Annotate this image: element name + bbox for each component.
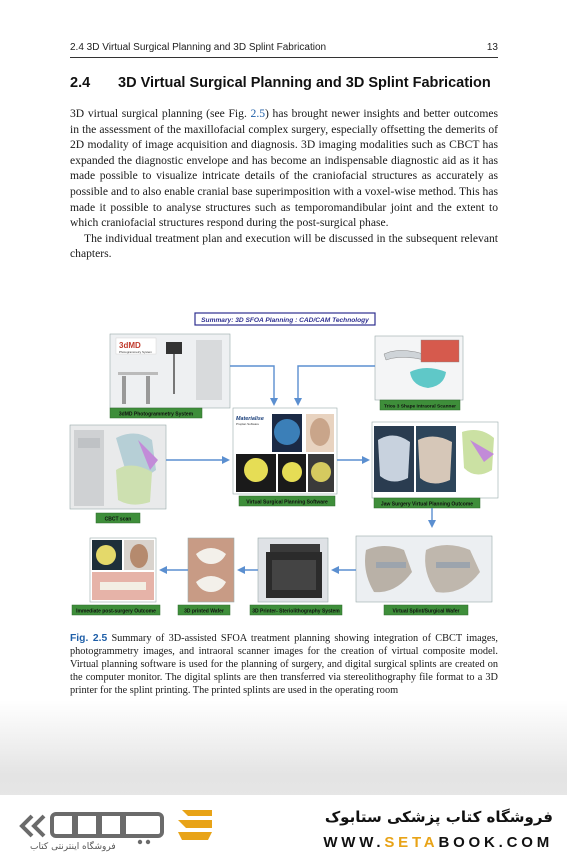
section-number: 2.4	[70, 75, 91, 91]
paragraph-1: 3D virtual surgical planning (see Fig. 2.5) has brought newer insights and better outcomes in the assessment of the maxillofacial complex surgery, especially offsetting the demerits of 2D modality of image acquisition and diagnosis. 3D imaging modalities such as CBCT has expanded the diagnostic envelope and has become an indispensable diagnostic aid as it has made possible to visualize intricate details of the craniofacial structures as accurately as possible and to also enable cranial base superimposition with a voxel-wise method. This has made it possible to analyse structures such as temporomandibular joint and the extent to which craniofacial structures respond during the post-surgical phase.	[70, 107, 499, 230]
figure-reference-link[interactable]: 2.5	[250, 107, 266, 120]
body-text	[70, 106, 498, 262]
running-header	[70, 42, 498, 53]
label-splint: Virtual Splint/Surgical Wafer	[392, 608, 460, 615]
jaw-outcome-image	[372, 422, 498, 498]
page-bottom-fade	[0, 700, 567, 800]
printer-image	[258, 538, 328, 602]
header-rule	[70, 57, 498, 58]
section-heading	[70, 75, 491, 91]
label-wafer: 3D printed Wafer	[184, 608, 224, 615]
logo-materialise: Materialise	[236, 416, 264, 422]
page-number: 13	[486, 42, 498, 53]
printed-wafer-image	[188, 538, 234, 602]
store-name: فروشگاه کتاب پزشکی ستابوک	[324, 808, 553, 826]
label-trios: Trios 3 Shape Intraoral Scanner	[384, 404, 456, 410]
figure-caption-text: Summary of 3D-assisted SFOA treatment planning showing integration of CBCT images, photogrammetry images, and intraoral scanner images for the creation of virtual composite model. Virtual planning software is used for the planning of surgery, and digital surgical splints are created on the computer monitor. The digital splints are then transferred via stereolithography file format to a 3D printer for the splint printing. The printed splints are used in the operating room	[70, 633, 498, 696]
virtual-splint-image	[356, 536, 492, 602]
running-header-section: 2.4 3D Virtual Surgical Planning and 3D Splint Fabrication	[70, 42, 327, 53]
cbct-scan-image	[70, 425, 166, 509]
arrow-trios-to-vsp	[298, 366, 375, 404]
label-immediate: Immediate post-surgery Outcome	[76, 608, 156, 615]
trios-scanner-image	[375, 336, 463, 400]
logo-3dmd: 3dMD	[119, 341, 141, 350]
figure-banner-text: Summary: 3D SFOA Planning : CAD/CAM Technology	[201, 317, 369, 324]
figure-caption-label: Fig. 2.5	[70, 633, 108, 644]
setabook-logo-icon	[12, 806, 222, 846]
logo-materialise-subtitle: Proplan Software	[236, 422, 260, 426]
paragraph-2: The individual treatment plan and execution will be discussed in the subsequent relevant chapters.	[70, 231, 498, 261]
store-url[interactable]: WWW.SETABOOK.COM	[323, 834, 553, 851]
label-cbct: CBCT scan	[104, 516, 132, 523]
immediate-outcome-image	[90, 538, 156, 602]
section-title: 3D Virtual Surgical Planning and 3D Splint Fabrication	[118, 75, 491, 91]
logo-subtitle: فروشگاه اینترنتی کتاب	[30, 842, 116, 852]
label-jaw-outcome: Jaw Surgery Virtual Planning Outcome	[380, 501, 474, 508]
figure-caption	[70, 633, 498, 698]
label-printer: 3D Printer- Steriolithography System	[252, 608, 340, 615]
figure-2-5	[66, 310, 502, 622]
arrow-photogrammetry-to-vsp	[230, 366, 274, 404]
label-vsp-software: Virtual Surgical Planning Software	[246, 499, 328, 506]
logo-3dmd-subtitle: Photogrammetry System	[119, 350, 153, 354]
label-photogrammetry: 3dMD Photogrammetry System	[118, 411, 194, 418]
